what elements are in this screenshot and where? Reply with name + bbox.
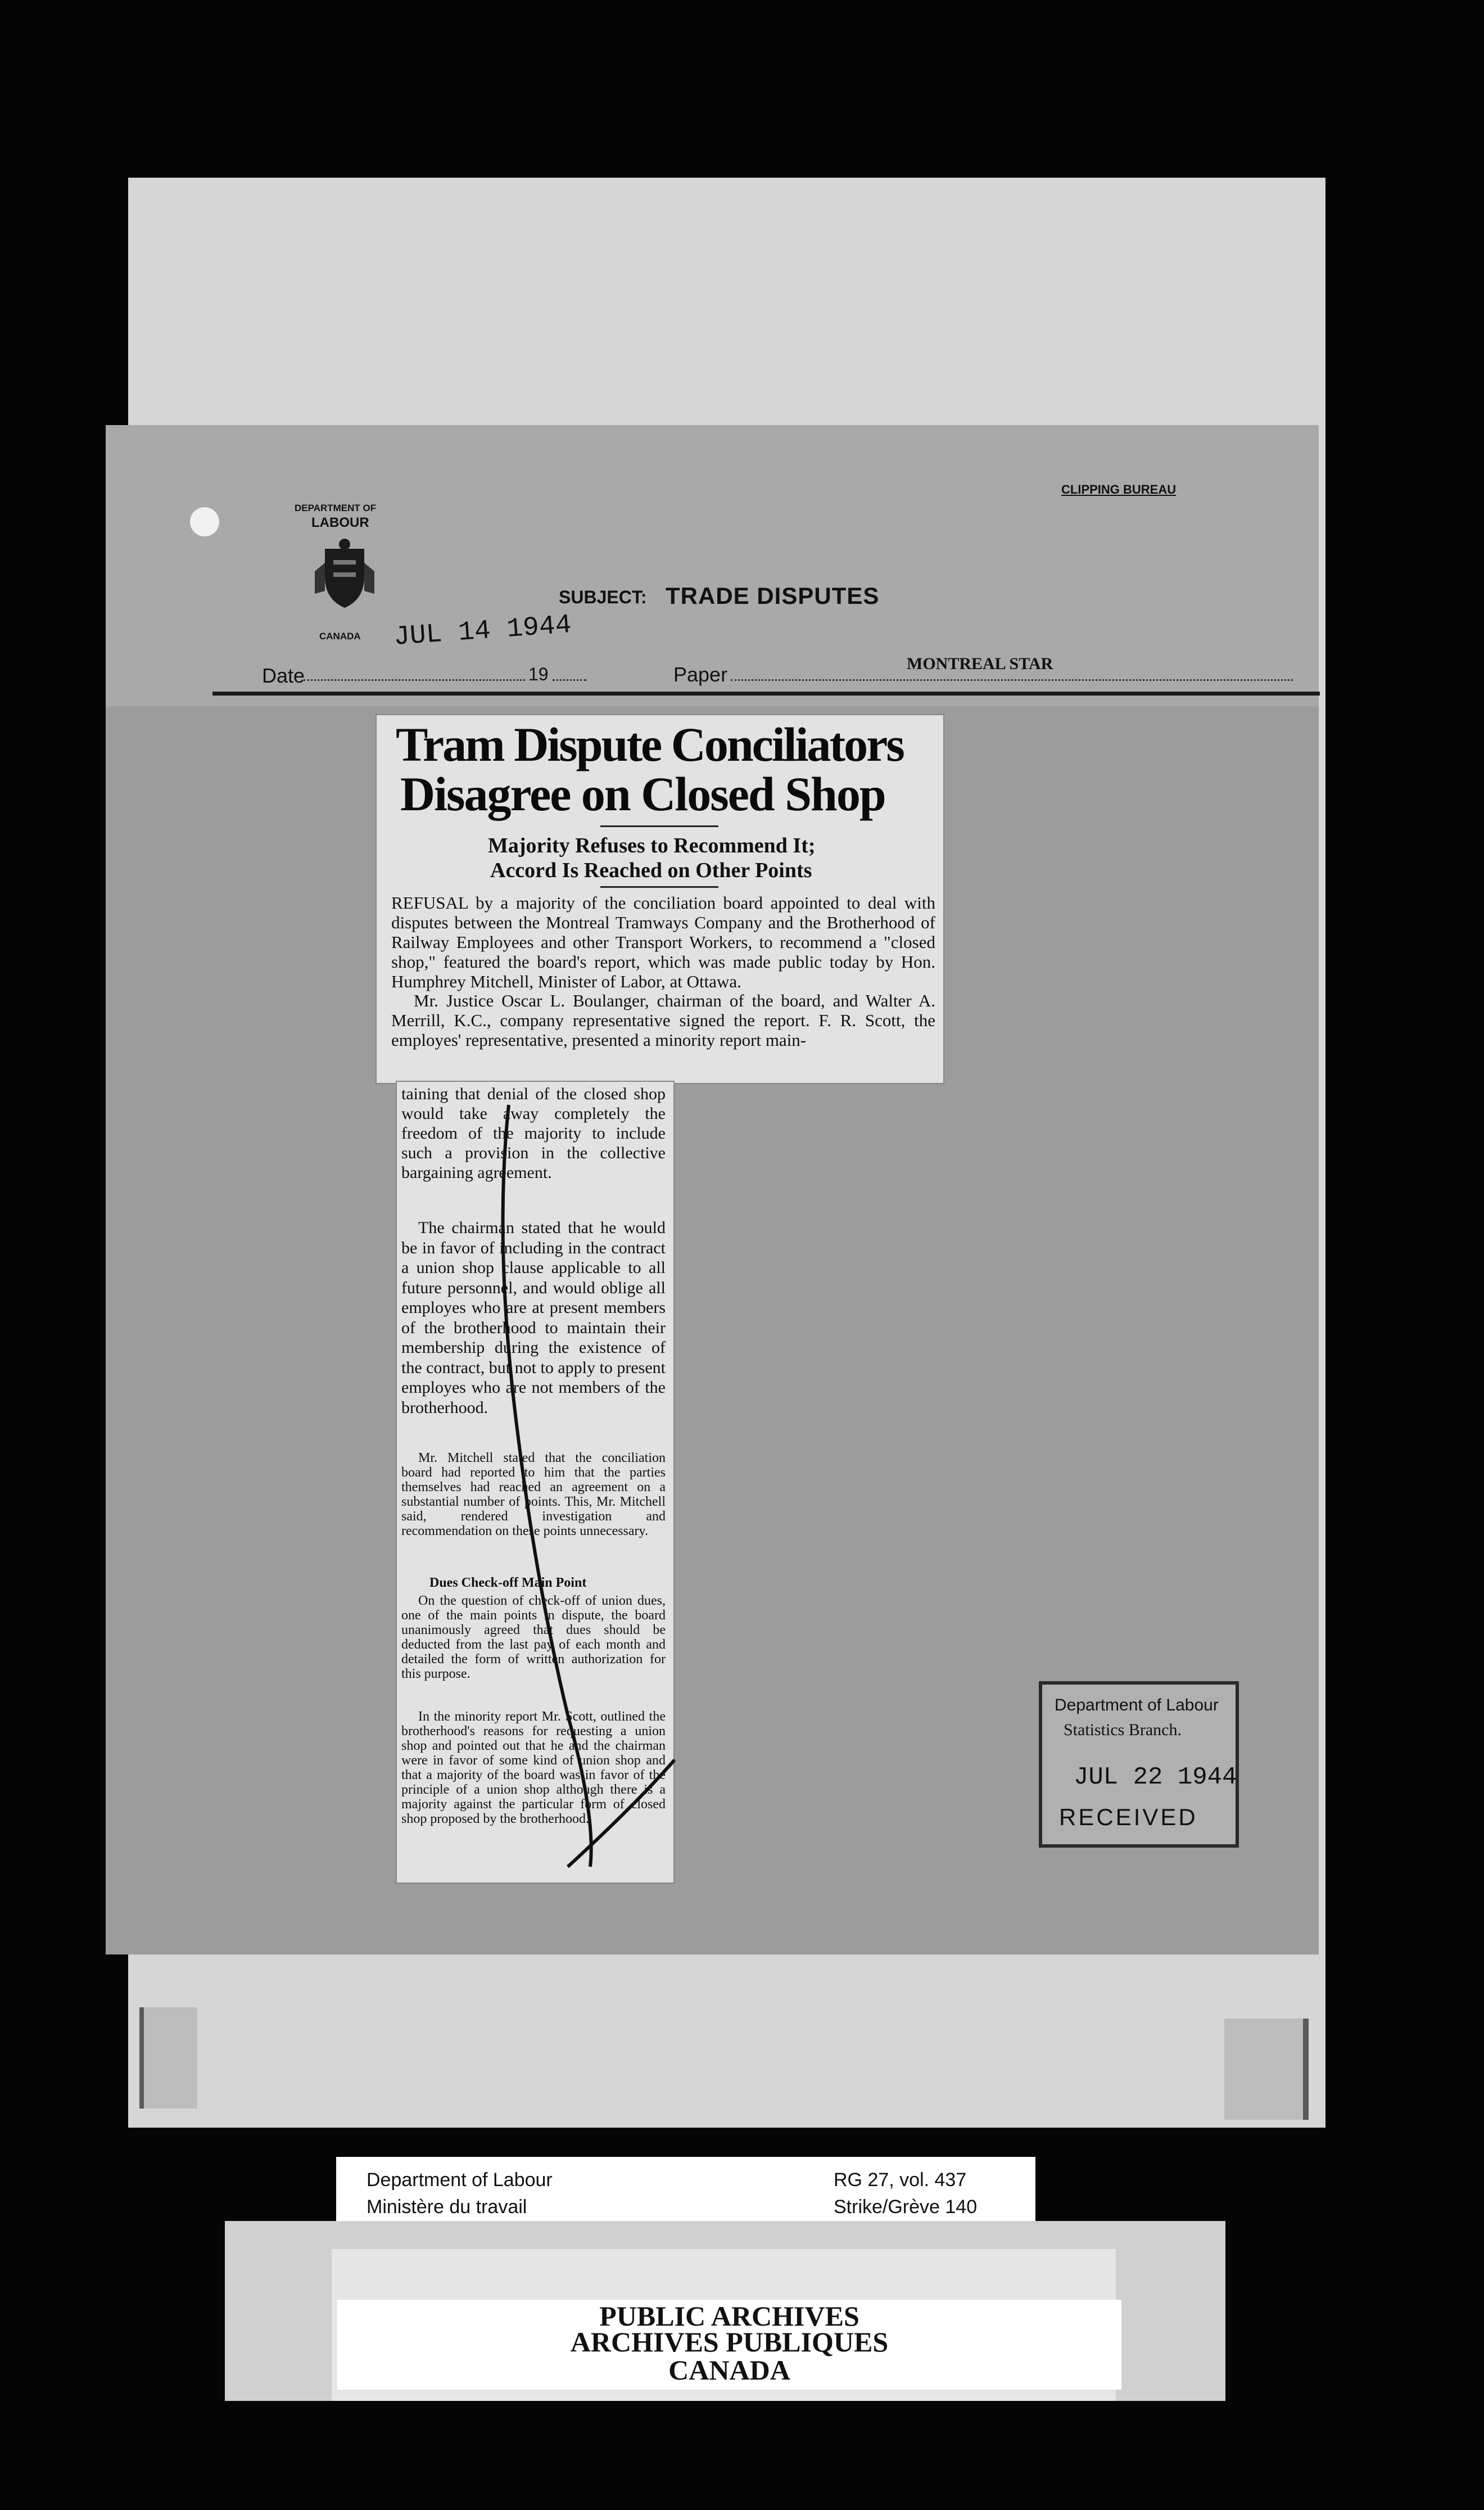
year-leader [553, 679, 586, 681]
department-line1: DEPARTMENT OF [295, 503, 377, 513]
paragraph-5: On the question of check-off of union dues, one of the main points in dispute, the board unanimously agreed that dues should be deducted from the last pay of each month and detailed the form of written authorization for this purpose. [401, 1593, 666, 1681]
form-rule [212, 692, 1320, 696]
folder-binding-right [1224, 2019, 1309, 2120]
paragraph-2: Mr. Justice Oscar L. Boulanger, chairman of the board, and Walter A. Merrill, K.C., company representative signed the report. F. R. Scott, the employes' representative, presented a minority report main- [391, 991, 935, 1050]
folder-binding-left [139, 2007, 197, 2109]
canada-coat-of-arms-icon [314, 538, 375, 611]
year-prefix: 19 [528, 664, 549, 684]
stamp-status: RECEIVED [1059, 1804, 1198, 1830]
headline-divider [600, 825, 718, 827]
newspaper-clipping-column [396, 1081, 675, 1884]
label-strike: Strike/Grève 140 [834, 2196, 978, 2218]
date-label: Date [262, 664, 305, 687]
newspaper-clipping-top [375, 714, 944, 1084]
date-value: JUL 14 1944 [392, 610, 573, 653]
subject-value: TRADE DISPUTES [666, 583, 880, 609]
label-department-fr: Ministère du travail [367, 2196, 527, 2218]
paper-value: MONTREAL STAR [907, 654, 1053, 673]
label-department-en: Department of Labour [367, 2169, 553, 2191]
label-volume: RG 27, vol. 437 [834, 2169, 967, 2191]
deck-line2: Accord Is Reached on Other Points [490, 859, 812, 882]
subject-label: SUBJECT: [559, 587, 647, 607]
stamp-date: JUL 22 1944 [1074, 1763, 1237, 1791]
headline-line1: Tram Dispute Conciliators [396, 717, 903, 771]
punch-hole [190, 507, 219, 536]
department-line2: LABOUR [311, 515, 369, 530]
clipping-bureau-label: CLIPPING BUREAU [1061, 482, 1177, 496]
deck-divider [600, 886, 718, 888]
paper-leader [731, 679, 1293, 681]
date-leader [304, 679, 525, 681]
paragraph-1: REFUSAL by a majority of the conciliation board appointed to deal with disputes between the Montreal Tramways Company and the Brotherhood of Railway Employees and other Transport Workers, to recommend a "closed shop," featured the board's report, which was made public today by Hon. Humphrey Mitchell, Minister of Labor, at Ottawa. [391, 893, 935, 991]
public-archives-card [337, 2300, 1121, 2390]
headline-line2: Disagree on Closed Shop [400, 767, 885, 821]
country-label: CANADA [319, 631, 361, 642]
paragraph-2-continued: taining that denial of the closed shop would take away completely the freedom of the majority to include such a provision in the collective bargaining agreement. [401, 1085, 666, 1182]
archives-line1: PUBLIC ARCHIVES [599, 2300, 859, 2332]
stamp-branch: Statistics Branch. [1064, 1721, 1182, 1739]
paper-label: Paper [673, 663, 728, 686]
archives-line2: ARCHIVES PUBLIQUES [570, 2326, 889, 2358]
received-stamp [1039, 1681, 1239, 1848]
stamp-department: Department of Labour [1055, 1696, 1219, 1714]
paragraph-3: The chairman stated that he would be in favor of including in the contract a union shop clause applicable to all future personnel, and would oblige all employes who are at present members of the brotherhood to maintain their membership during the existence of the contract, but not to apply to present employes who are not members of the brotherhood. [401, 1218, 666, 1417]
deck-line1: Majority Refuses to Recommend It; [488, 834, 816, 857]
clipping-form [106, 425, 1319, 1954]
archives-line3: CANADA [668, 2354, 790, 2386]
subhead-dues-checkoff: Dues Check-off Main Point [429, 1575, 587, 1590]
paragraph-6: In the minority report Mr. Scott, outlined the brotherhood's reasons for requesting a union shop and pointed out that he and the chairman were in favor of some kind of union shop and that a majority of the board was in favor of the principle of a union shop although there is a majority against the particular form of closed shop proposed by the brotherhood. [401, 1709, 666, 1826]
paragraph-4: Mr. Mitchell stated that the conciliation board had reported to him that the parties themselves had reached an agreement on a substantial number of points. This, Mr. Mitchell said, rendered investigation and recommendation on these points unnecessary. [401, 1451, 666, 1538]
